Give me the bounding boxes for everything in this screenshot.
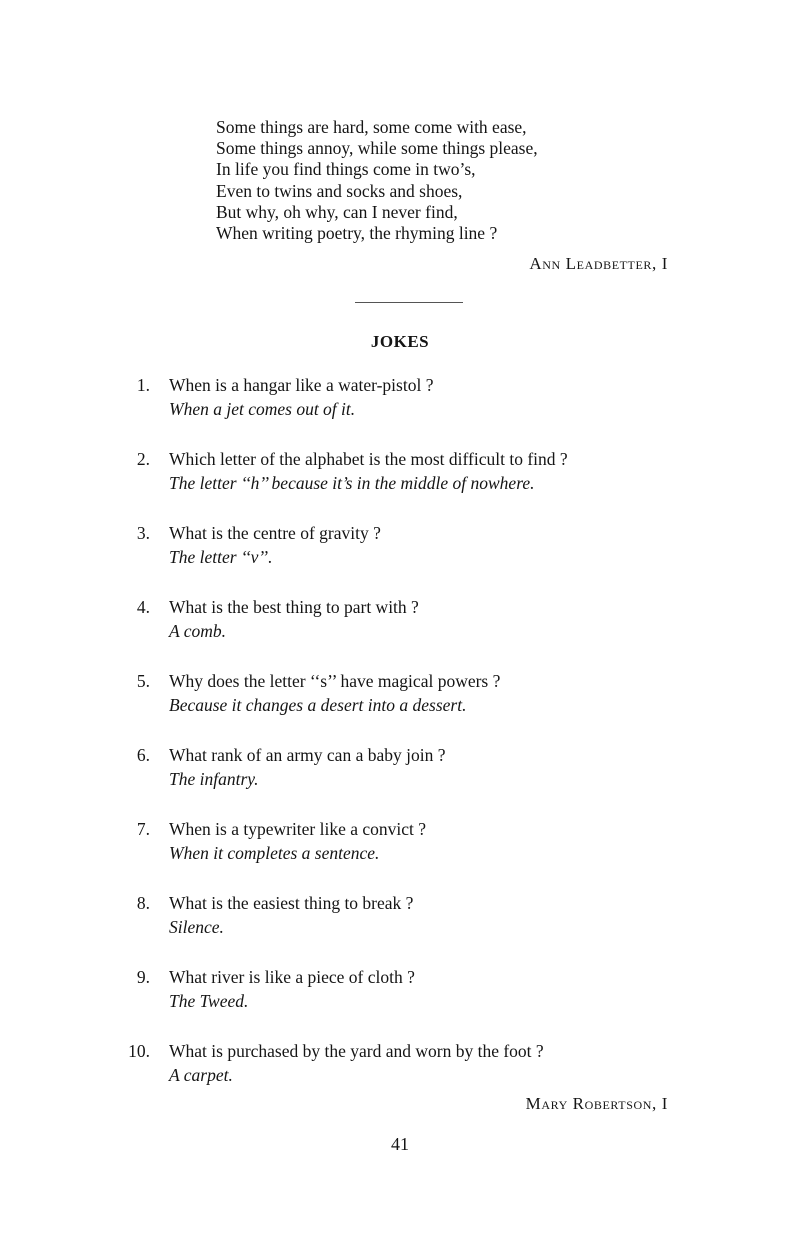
poem-line: Some things annoy, while some things please,	[216, 138, 538, 159]
joke-item	[0, 374, 800, 448]
poem	[216, 117, 538, 244]
joke-item	[0, 966, 800, 1040]
joke-answer: When a jet comes out of it.	[169, 399, 356, 419]
joke-number: 7.	[136, 819, 150, 839]
joke-question: What is purchased by the yard and worn by the foot ?	[169, 1041, 544, 1061]
section-divider	[355, 302, 463, 303]
poem-line: But why, oh why, can I never find,	[216, 201, 458, 222]
poem-line: Some things are hard, some come with ease,	[216, 117, 527, 137]
joke-question: What is the easiest thing to break ?	[169, 893, 414, 913]
joke-answer: A comb.	[169, 621, 227, 641]
jokes-author: Mary Robertson, I	[525, 1094, 668, 1113]
joke-answer: Silence.	[169, 917, 224, 937]
joke-question: What is the centre of gravity ?	[169, 523, 381, 543]
jokes-list	[0, 374, 800, 1114]
joke-item	[0, 522, 800, 596]
joke-question: Why does the letter ‘‘s’’ have magical powers ?	[169, 671, 501, 691]
poem-line: In life you find things come in two’s,	[216, 159, 476, 180]
joke-number: 10.	[128, 1041, 150, 1061]
joke-answer: When it completes a sentence.	[169, 843, 380, 863]
joke-number: 2.	[136, 449, 150, 469]
joke-item	[0, 596, 800, 670]
joke-number: 8.	[136, 893, 150, 913]
joke-answer: Because it changes a desert into a dessert.	[169, 695, 467, 715]
joke-question: When is a typewriter like a convict ?	[169, 819, 427, 839]
joke-item	[0, 1040, 800, 1114]
joke-number: 1.	[136, 375, 150, 395]
joke-number: 3.	[136, 523, 150, 543]
joke-question: What rank of an army can a baby join ?	[169, 745, 446, 765]
joke-number: 4.	[136, 597, 150, 617]
joke-question: When is a hangar like a water-pistol ?	[169, 375, 434, 395]
page-number: 41	[391, 1134, 409, 1154]
joke-answer: The letter ‘‘h’’ because it’s in the middle of nowhere.	[169, 473, 535, 493]
poem-author: Ann Leadbetter, I	[529, 254, 668, 273]
joke-answer: A carpet.	[169, 1065, 233, 1085]
joke-question: What is the best thing to part with ?	[169, 597, 419, 617]
joke-question: What river is like a piece of cloth ?	[169, 967, 415, 987]
poem-line: Even to twins and socks and shoes,	[216, 180, 463, 201]
joke-item	[0, 818, 800, 892]
joke-item	[0, 670, 800, 744]
joke-answer: The letter ‘‘v’’.	[169, 547, 273, 567]
joke-answer: The infantry.	[169, 769, 259, 789]
joke-answer: The Tweed.	[169, 991, 249, 1011]
joke-number: 5.	[136, 671, 150, 691]
joke-item	[0, 892, 800, 966]
joke-item	[0, 744, 800, 818]
joke-number: 6.	[136, 745, 150, 765]
poem-line: When writing poetry, the rhyming line ?	[216, 223, 498, 244]
joke-item	[0, 448, 800, 522]
joke-number: 9.	[136, 967, 150, 987]
section-title: JOKES	[370, 332, 430, 351]
joke-question: Which letter of the alphabet is the most difficult to find ?	[169, 449, 568, 469]
